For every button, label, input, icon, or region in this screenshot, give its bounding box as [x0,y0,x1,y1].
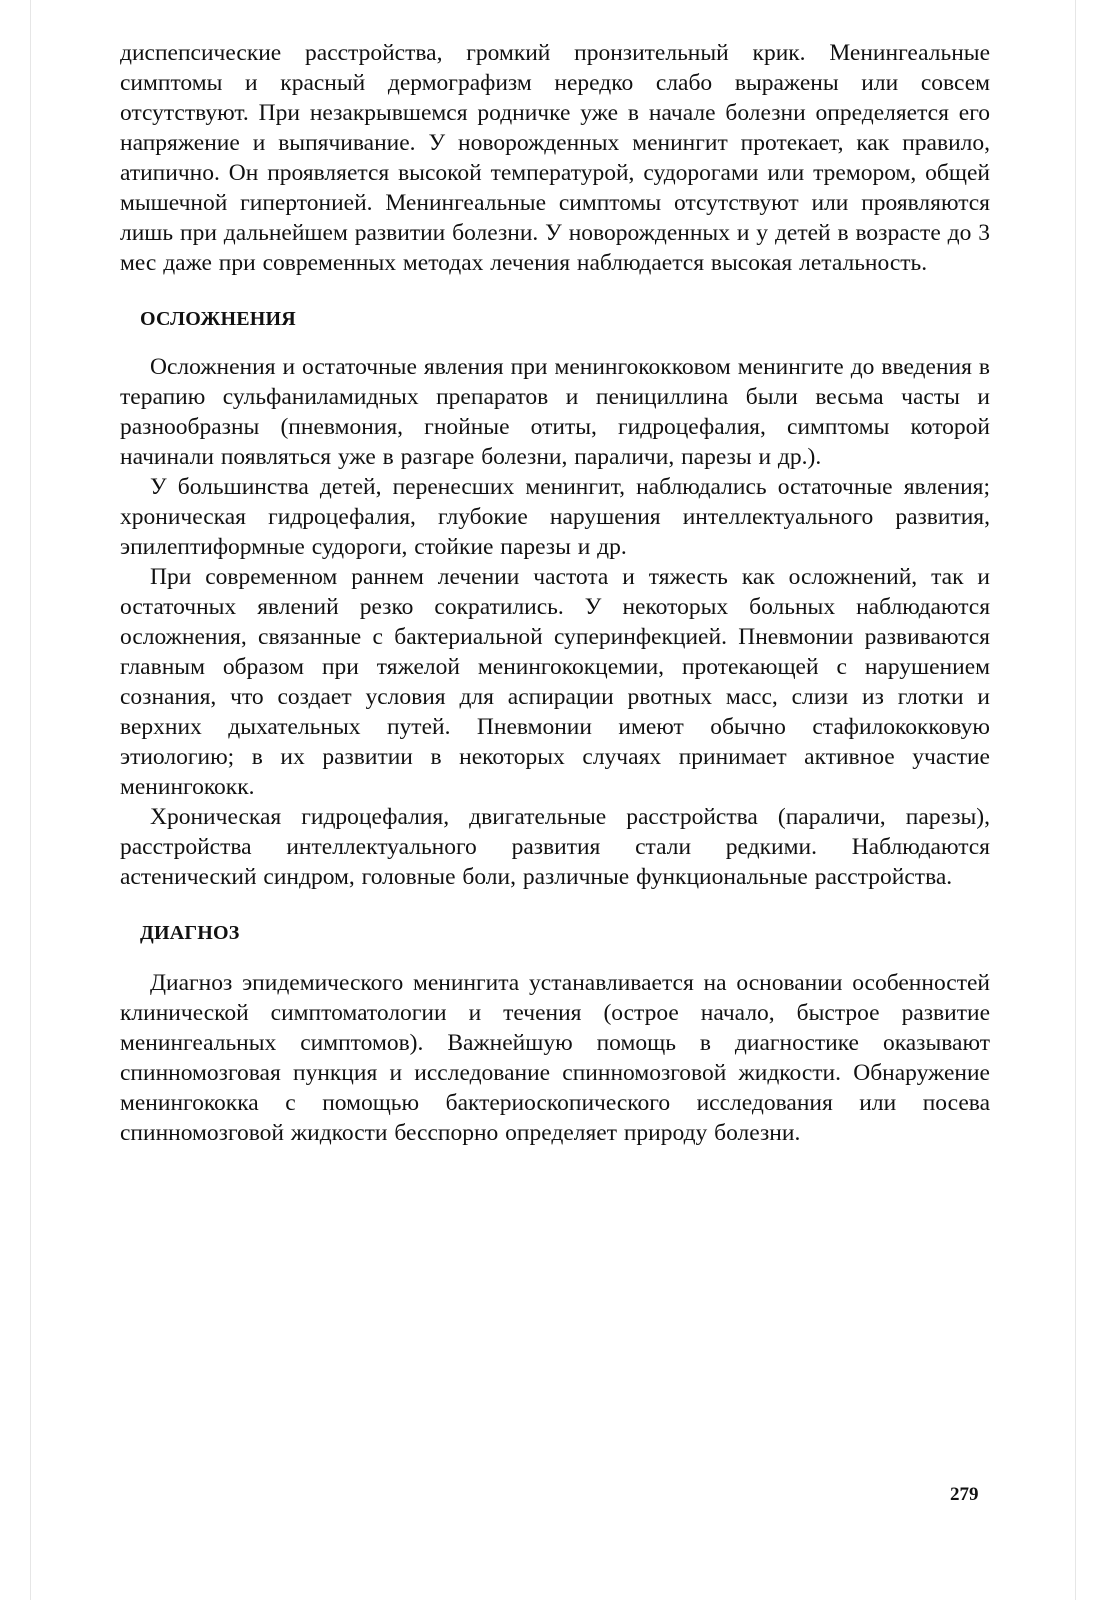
complications-paragraph-4: Хроническая гидроцефалия, двигательные расстройства (параличи, парезы), расстройства интеллектуального развития стали редкими. Наблюдаются астенический синдром, головные боли, различные функциональные расстройства. [120,804,990,890]
diagnosis-paragraph-1: Диагноз эпидемического менингита устанавливается на основании особенностей клинической симптоматологии и течения (острое начало, быстрое развитие менингеальных симптомов). Важнейшую помощь в диагностике оказывают спинномозговая пункция и исследование спинномозговой жидкости. Обнаружение менингококка с помощью бактериоскопического исследования или посева спинномозговой жидкости бесспорно определяет природу болезни. [120,970,990,1146]
page-number: 279 [950,1484,979,1505]
page-edge-right [1075,0,1076,1600]
section-heading-diagnosis: ДИАГНОЗ [140,922,240,944]
book-page [120,38,990,1148]
complications-paragraph-1: Осложнения и остаточные явления при менингококковом менингите до введения в терапию сульфаниламидных препаратов и пенициллина были весьма часты и разнообразны (пневмония, гнойные отиты, гидроцефалия, симптомы которой начинали появляться уже в разгаре болезни, параличи, парезы и др.). [120,354,990,470]
complications-paragraph-3: При современном раннем лечении частота и тяжесть как осложнений, так и остаточных явлений резко сократились. У некоторых больных наблюдаются осложнения, связанные с бактериальной суперинфекцией. Пневмонии развиваются главным образом при тяжелой менингококцемии, протекающей с нарушением сознания, что создает условия для аспирации рвотных масс, слизи из глотки и верхних дыхательных путей. Пневмонии имеют обычно стафилококковую этиологию; в их развитии в некоторых случаях принимает активное участие менингококк. [120,564,990,800]
intro-paragraph: диспепсические расстройства, громкий пронзительный крик. Менингеальные симптомы и красный дермографизм нередко слабо выражены или совсем отсутствуют. При незакрывшемся родничке уже в начале болезни определяется его напряжение и выпячивание. У новорожденных менингит протекает, как правило, атипично. Он проявляется высокой температурой, судорогами или тремором, общей мышечной гипертонией. Менингеальные симптомы отсутствуют или проявляются лишь при дальнейшем развитии болезни. У новорожденных и у детей в возрасте до 3 мес даже при современных методах лечения наблюдается высокая летальность. [120,40,990,276]
complications-paragraph-2: У большинства детей, перенесших менингит, наблюдались остаточные явления; хроническая гидроцефалия, глубокие нарушения интеллектуального развития, эпилептиформные судороги, стойкие парезы и др. [120,474,990,560]
section-heading-complications: ОСЛОЖНЕНИЯ [140,308,296,330]
page-edge-left [30,0,31,1600]
